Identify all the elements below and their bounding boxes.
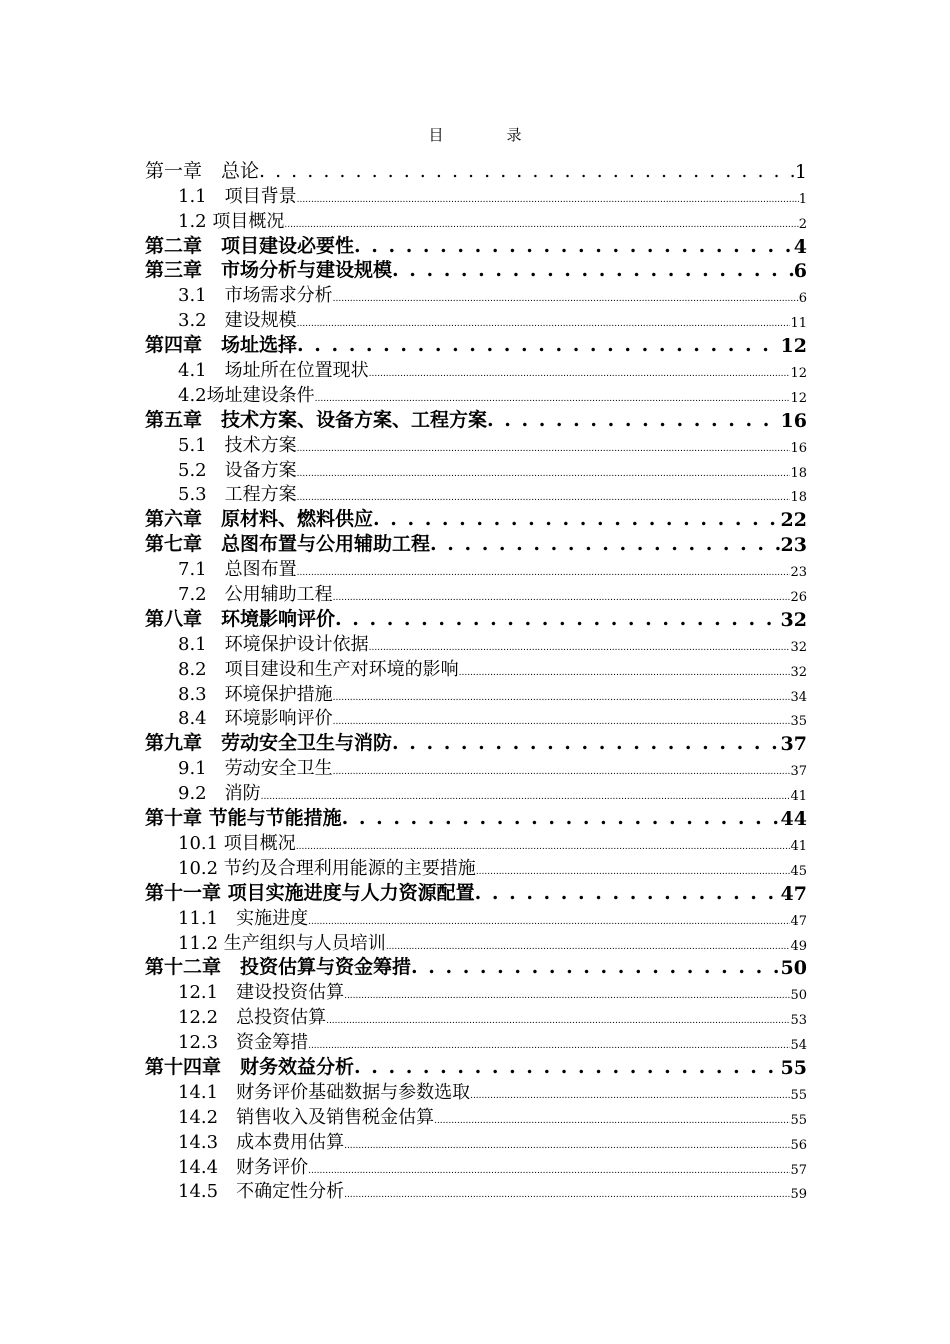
toc-page-number: 50: [780, 957, 807, 980]
toc-section-entry[interactable]: [145, 482, 807, 507]
toc-section-entry[interactable]: [145, 1004, 807, 1029]
toc-entry-label: 14.4 财务评价: [178, 1156, 309, 1178]
toc-page-number: 47: [790, 913, 807, 929]
toc-section-entry[interactable]: [145, 208, 807, 233]
toc-section-entry[interactable]: [145, 979, 807, 1004]
toc-chapter-entry[interactable]: [145, 880, 807, 905]
toc-entry-label: 4.1 场址所在位置现状: [178, 360, 369, 382]
toc-entry-label: 7.1 总图布置: [178, 559, 297, 581]
toc-page-number: 50: [790, 988, 807, 1004]
toc-page-number: 55: [780, 1056, 807, 1079]
toc-entry-label: 14.1 财务评价基础数据与参数选取: [178, 1081, 471, 1103]
toc-section-entry[interactable]: [145, 830, 807, 855]
toc-chapter-entry[interactable]: [145, 531, 807, 556]
dot-leader: [333, 768, 791, 780]
toc-page-number: 37: [790, 764, 807, 780]
toc-section-entry[interactable]: [145, 1029, 807, 1054]
toc-page-number: 34: [790, 689, 807, 705]
dot-leader: [297, 470, 791, 482]
toc-page-number: 12: [790, 366, 807, 382]
toc-section-entry[interactable]: [145, 307, 807, 332]
toc-page-number: 41: [790, 838, 807, 854]
toc-section-entry[interactable]: [145, 1179, 807, 1204]
toc-page-number: 22: [780, 509, 807, 532]
toc-entry-label: 7.2 公用辅助工程: [178, 584, 333, 606]
dot-leader: [333, 694, 791, 706]
toc-section-entry[interactable]: [145, 382, 807, 407]
toc-entry-label: 第十四章 财务效益分析: [145, 1055, 355, 1078]
dot-leader: [373, 510, 781, 531]
toc-page-number: 12: [780, 335, 807, 358]
toc-page-number: 6: [798, 291, 807, 307]
dot-leader: [344, 1191, 790, 1203]
toc-page-number: 11: [790, 316, 807, 332]
dot-leader: [333, 718, 791, 730]
dot-leader: [326, 1017, 790, 1029]
toc-entry-label: 第四章 场址选择: [145, 334, 298, 357]
toc-entry-label: 第二章 项目建设必要性: [145, 234, 355, 257]
toc-section-entry[interactable]: [145, 631, 807, 656]
toc-chapter-entry[interactable]: [145, 606, 807, 631]
toc-chapter-entry[interactable]: [145, 730, 807, 755]
dot-leader: [369, 370, 791, 382]
dot-leader: [470, 1092, 790, 1104]
toc-chapter-entry[interactable]: [145, 258, 807, 283]
toc-section-entry[interactable]: [145, 681, 807, 706]
toc-chapter-entry[interactable]: [145, 955, 807, 980]
toc-entry-label: 5.3 工程方案: [178, 484, 297, 506]
toc-page-number: 32: [790, 664, 807, 680]
toc-entry-label: 1.2 项目概况: [178, 210, 285, 232]
toc-page-number: 16: [780, 409, 807, 432]
toc-entry-label: 10.1 项目概况: [178, 832, 296, 854]
toc-chapter-entry[interactable]: [145, 407, 807, 432]
dot-leader: [297, 569, 791, 581]
toc-page-number: 59: [790, 1187, 807, 1203]
dot-leader: [333, 295, 799, 307]
toc-section-entry[interactable]: [145, 1079, 807, 1104]
toc-page-number: 4: [793, 235, 807, 258]
toc-entry-label: 8.2 项目建设和生产对环境的影响: [178, 658, 459, 680]
toc-section-entry[interactable]: [145, 755, 807, 780]
toc-page-number: 16: [790, 440, 807, 456]
dot-leader: [475, 884, 781, 905]
toc-entry-label: 9.2 消防: [178, 783, 261, 805]
toc-page-number: 32: [790, 639, 807, 655]
dot-leader: [459, 669, 791, 681]
toc-page-number: 18: [790, 465, 807, 481]
toc-entry-label: 1.1 项目背景: [178, 185, 297, 207]
dot-leader: [308, 1042, 790, 1054]
dot-leader: [297, 320, 791, 332]
dot-leader: [386, 943, 791, 955]
toc-entry-label: 5.1 技术方案: [178, 434, 297, 456]
toc-page-number: 57: [790, 1162, 807, 1178]
toc-entry-label: 8.4 环境影响评价: [178, 708, 333, 730]
toc-page-number: 44: [780, 808, 807, 831]
toc-page-number: 18: [790, 490, 807, 506]
table-of-contents: [145, 158, 807, 1203]
toc-page-number: 45: [790, 863, 807, 879]
toc-entry-label: 4.2场址建设条件: [178, 384, 315, 406]
toc-entry-label: 8.1 环境保护设计依据: [178, 633, 369, 655]
dot-leader: [308, 1167, 790, 1179]
toc-entry-label: 第十章 节能与节能措施: [145, 807, 342, 830]
toc-entry-label: 第一章 总论: [145, 159, 260, 182]
toc-entry-label: 11.2 生产组织与人员培训: [178, 932, 386, 954]
toc-entry-label: 第七章 总图布置与公用辅助工程: [145, 533, 431, 556]
toc-section-entry[interactable]: [145, 706, 807, 731]
toc-entry-label: 12.2 总投资估算: [178, 1007, 327, 1029]
toc-page-number: 35: [790, 714, 807, 730]
toc-chapter-entry[interactable]: [145, 332, 807, 357]
toc-entry-label: 8.3 环境保护措施: [178, 683, 333, 705]
toc-entry-label: 第八章 环境影响评价: [145, 607, 336, 630]
toc-chapter-entry[interactable]: [145, 158, 807, 183]
toc-section-entry[interactable]: [145, 780, 807, 805]
toc-section-entry[interactable]: [145, 556, 807, 581]
toc-page-number: 6: [793, 260, 807, 283]
dot-leader: [297, 336, 781, 357]
dot-leader: [342, 809, 781, 830]
toc-page-number: 1: [794, 160, 807, 183]
toc-entry-label: 3.2 建设规模: [178, 310, 297, 332]
dot-leader: [430, 535, 781, 556]
toc-entry-label: 第三章 市场分析与建设规模: [145, 259, 393, 282]
toc-section-entry[interactable]: [145, 855, 807, 880]
toc-page-number: 1: [798, 191, 807, 207]
toc-page-number: 53: [790, 1013, 807, 1029]
toc-page-number: 41: [790, 789, 807, 805]
toc-chapter-entry[interactable]: [145, 1054, 807, 1079]
toc-section-entry[interactable]: [145, 357, 807, 382]
toc-entry-label: 14.5 不确定性分析: [178, 1181, 345, 1203]
toc-chapter-entry[interactable]: [145, 506, 807, 531]
dot-leader: [297, 445, 791, 457]
dot-leader: [354, 237, 794, 258]
toc-section-entry[interactable]: [145, 183, 807, 208]
toc-page-number: 37: [780, 733, 807, 756]
dot-leader: [392, 261, 794, 282]
dot-leader: [259, 162, 795, 183]
toc-entry-label: 第十一章 项目实施进度与人力资源配置: [145, 881, 475, 904]
toc-section-entry[interactable]: [145, 432, 807, 457]
toc-page-number: 23: [780, 534, 807, 557]
toc-section-entry[interactable]: [145, 930, 807, 955]
toc-page-number: 2: [798, 216, 807, 232]
toc-entry-label: 12.1 建设投资估算: [178, 982, 345, 1004]
toc-page-number: 55: [790, 1087, 807, 1103]
toc-entry-label: 11.1 实施进度: [178, 907, 309, 929]
toc-chapter-entry[interactable]: [145, 233, 807, 258]
toc-entry-label: 14.2 销售收入及销售税金估算: [178, 1106, 435, 1128]
toc-section-entry[interactable]: [145, 457, 807, 482]
toc-entry-label: 3.1 市场需求分析: [178, 285, 333, 307]
toc-entry-label: 第十二章 投资估算与资金筹措: [145, 956, 412, 979]
toc-section-entry[interactable]: [145, 905, 807, 930]
dot-leader: [411, 958, 781, 979]
toc-entry-label: 第九章 劳动安全卫生与消防: [145, 732, 393, 755]
dot-leader: [354, 1058, 781, 1079]
dot-leader: [297, 196, 799, 208]
toc-page-number: 32: [780, 608, 807, 631]
toc-section-entry[interactable]: [145, 282, 807, 307]
dot-leader: [333, 594, 791, 606]
toc-title: 目 录: [428, 126, 546, 144]
toc-section-entry[interactable]: [145, 1129, 807, 1154]
toc-chapter-entry[interactable]: [145, 805, 807, 830]
toc-page-number: 54: [790, 1038, 807, 1054]
toc-page-number: 12: [790, 390, 807, 406]
toc-page-number: 47: [780, 882, 807, 905]
dot-leader: [476, 868, 791, 880]
toc-entry-label: 5.2 设备方案: [178, 459, 297, 481]
toc-entry-label: 12.3 资金筹措: [178, 1032, 309, 1054]
toc-section-entry[interactable]: [145, 581, 807, 606]
dot-leader: [344, 992, 790, 1004]
toc-entry-label: 第五章 技术方案、设备方案、工程方案: [145, 408, 488, 431]
toc-section-entry[interactable]: [145, 1154, 807, 1179]
toc-entry-label: 第六章 原材料、燃料供应: [145, 508, 374, 531]
toc-entry-label: 10.2 节约及合理利用能源的主要措施: [178, 857, 476, 879]
dot-leader: [434, 1117, 790, 1129]
dot-leader: [487, 411, 781, 432]
toc-section-entry[interactable]: [145, 656, 807, 681]
toc-page-number: 56: [790, 1137, 807, 1153]
toc-page-number: 49: [790, 938, 807, 954]
toc-page-number: 55: [790, 1112, 807, 1128]
toc-section-entry[interactable]: [145, 1104, 807, 1129]
dot-leader: [284, 221, 798, 233]
toc-page-number: 23: [790, 565, 807, 581]
dot-leader: [392, 734, 781, 755]
toc-entry-label: 9.1 劳动安全卫生: [178, 758, 333, 780]
toc-page-number: 26: [790, 590, 807, 606]
toc-entry-label: 14.3 成本费用估算: [178, 1131, 345, 1153]
dot-leader: [344, 1142, 790, 1154]
dot-leader: [335, 610, 781, 631]
